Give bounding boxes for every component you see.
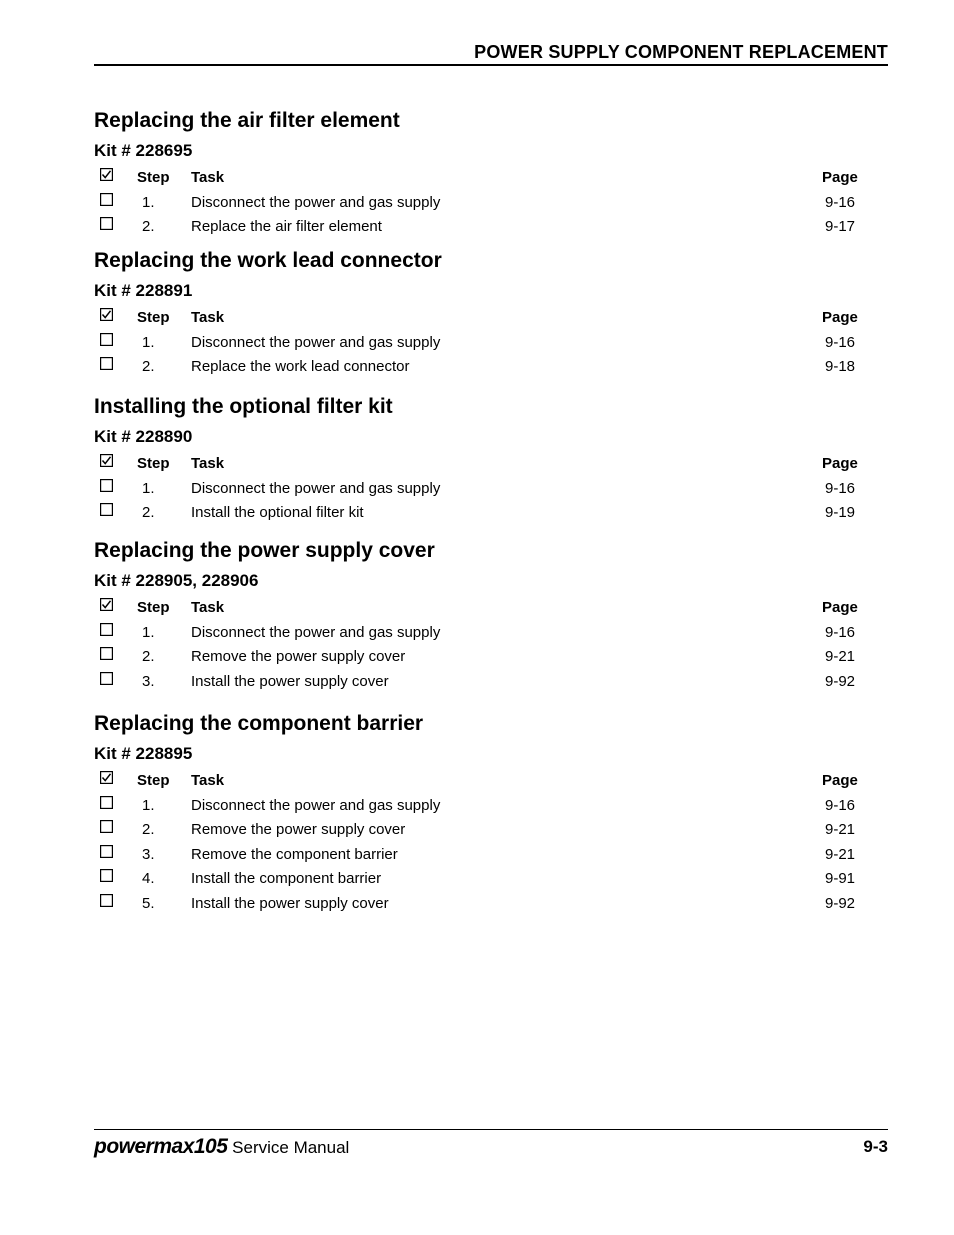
step-column-header: Step (137, 309, 170, 326)
step-number: 2. (142, 218, 155, 235)
checkbox-icon[interactable] (100, 333, 114, 349)
checkbox-icon[interactable] (100, 503, 114, 519)
task-column-header: Task (191, 772, 225, 789)
step-number: 3. (142, 672, 155, 690)
table-row (94, 214, 888, 239)
checkbox-icon[interactable] (100, 672, 114, 688)
page-reference: 9-21 (825, 821, 856, 838)
task-text: Disconnect the power and gas supply (191, 193, 441, 211)
kit-number: Kit # 228895 (94, 744, 193, 763)
task-table (94, 595, 888, 693)
step-number: 2. (142, 648, 155, 665)
page-reference: 9-16 (825, 193, 856, 211)
page-reference: 9-19 (825, 504, 856, 521)
checked-box-icon (100, 308, 114, 324)
step-column-header: Step (137, 169, 170, 186)
task-text: Install the component barrier (191, 870, 382, 887)
task-section (94, 538, 888, 693)
section-title: Replacing the power supply cover (94, 539, 435, 562)
step-number: 1. (142, 479, 155, 497)
task-column-header: Task (191, 455, 225, 472)
kit-number: Kit # 228695 (94, 141, 193, 160)
task-section (94, 394, 888, 525)
checkbox-icon[interactable] (100, 357, 114, 373)
step-number: 4. (142, 870, 155, 887)
table-header-row (94, 305, 888, 330)
step-number: 1. (142, 193, 155, 211)
page-column-header: Page (822, 772, 858, 789)
page-reference: 9-21 (825, 845, 856, 863)
checked-box-icon (100, 771, 114, 787)
page-column-header: Page (822, 455, 858, 472)
checked-box-icon (100, 168, 114, 184)
task-text: Install the power supply cover (191, 672, 389, 690)
page-reference: 9-16 (825, 796, 856, 814)
section-title: Replacing the work lead connector (94, 249, 442, 272)
task-text: Remove the power supply cover (191, 648, 406, 665)
table-row (94, 669, 888, 694)
table-row (94, 354, 888, 379)
step-column-header: Step (137, 772, 170, 789)
table-header-row (94, 595, 888, 620)
header-rule (94, 64, 888, 66)
page-column-header: Page (822, 599, 858, 616)
task-text: Replace the air filter element (191, 218, 382, 235)
page-reference: 9-92 (825, 894, 856, 912)
task-text: Disconnect the power and gas supply (191, 623, 441, 641)
checkbox-icon[interactable] (100, 479, 114, 495)
page-reference: 9-16 (825, 623, 856, 641)
checked-box-icon (100, 454, 114, 470)
table-row (94, 476, 888, 501)
task-table (94, 165, 888, 239)
step-number: 2. (142, 358, 155, 375)
kit-number: Kit # 228891 (94, 281, 193, 300)
manual-name: Service Manual (232, 1138, 350, 1157)
task-text: Disconnect the power and gas supply (191, 333, 441, 351)
table-header-row (94, 451, 888, 476)
checkbox-icon[interactable] (100, 845, 114, 861)
task-table (94, 451, 888, 525)
page-reference: 9-17 (825, 218, 856, 235)
task-text: Remove the power supply cover (191, 821, 406, 838)
step-number: 1. (142, 623, 155, 641)
page-reference: 9-18 (825, 358, 856, 375)
kit-number: Kit # 228890 (94, 427, 193, 446)
page-reference: 9-16 (825, 479, 856, 497)
table-row (94, 817, 888, 842)
page-number: 9-3 (863, 1137, 888, 1156)
footer-rule (94, 1129, 888, 1130)
section-title: Replacing the air filter element (94, 109, 400, 132)
table-row (94, 190, 888, 215)
brand-logo: powermax105 (94, 1135, 228, 1158)
task-section (94, 711, 888, 915)
task-section (94, 108, 888, 239)
checkbox-icon[interactable] (100, 193, 114, 209)
step-number: 3. (142, 845, 155, 863)
table-row (94, 866, 888, 891)
step-column-header: Step (137, 599, 170, 616)
checkbox-icon[interactable] (100, 869, 114, 885)
task-text: Disconnect the power and gas supply (191, 479, 441, 497)
task-section (94, 248, 888, 379)
task-table (94, 305, 888, 379)
step-number: 1. (142, 333, 155, 351)
table-row (94, 842, 888, 867)
step-number: 2. (142, 504, 155, 521)
checkbox-icon[interactable] (100, 623, 114, 639)
page-column-header: Page (822, 169, 858, 186)
checkbox-icon[interactable] (100, 647, 114, 663)
table-header-row (94, 768, 888, 793)
task-text: Install the power supply cover (191, 894, 389, 912)
table-row (94, 500, 888, 525)
step-column-header: Step (137, 455, 170, 472)
table-header-row (94, 165, 888, 190)
checked-box-icon (100, 598, 114, 614)
page-column-header: Page (822, 309, 858, 326)
page-reference: 9-92 (825, 672, 856, 690)
table-row (94, 793, 888, 818)
task-text: Disconnect the power and gas supply (191, 796, 441, 814)
kit-number: Kit # 228905, 228906 (94, 571, 259, 590)
checkbox-icon[interactable] (100, 217, 114, 233)
task-column-header: Task (191, 599, 225, 616)
page-reference: 9-91 (825, 870, 856, 887)
table-row (94, 644, 888, 669)
section-title: Replacing the component barrier (94, 712, 424, 735)
page-header-title: POWER SUPPLY COMPONENT REPLACEMENT (474, 42, 888, 62)
step-number: 2. (142, 821, 155, 838)
task-text: Remove the component barrier (191, 845, 398, 863)
step-number: 5. (142, 894, 155, 912)
checkbox-icon[interactable] (100, 820, 114, 836)
checkbox-icon[interactable] (100, 796, 114, 812)
table-row (94, 891, 888, 916)
table-row (94, 330, 888, 355)
section-title: Installing the optional filter kit (94, 395, 393, 418)
table-row (94, 620, 888, 645)
task-table (94, 768, 888, 915)
step-number: 1. (142, 796, 155, 814)
checkbox-icon[interactable] (100, 894, 114, 910)
page-reference: 9-16 (825, 333, 856, 351)
task-text: Replace the work lead connector (191, 358, 410, 375)
page-reference: 9-21 (825, 648, 856, 665)
footer-title (94, 1135, 349, 1159)
task-column-header: Task (191, 309, 225, 326)
task-column-header: Task (191, 169, 225, 186)
task-text: Install the optional filter kit (191, 504, 364, 521)
